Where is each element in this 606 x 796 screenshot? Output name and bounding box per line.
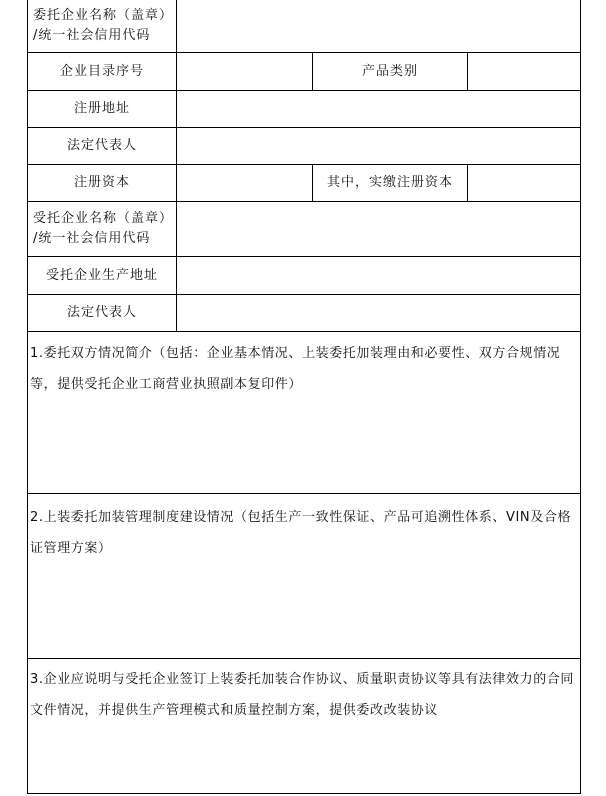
legal-representative-value[interactable]: [177, 128, 580, 164]
section-2-input-area[interactable]: [28, 568, 580, 658]
row-divider: [27, 493, 581, 494]
section-3-text: 3.企业应说明与受托企业签订上装委托加装合作协议、质量职责协议等具有法律效力的合同文件情况，并提供生产管理模式和质量控制方案，提供委改改装协议: [30, 672, 575, 718]
section-2-text: 2.上装委托加装管理制度建设情况（包括生产一致性保证、产品可追溯性体系、VIN及合格证管理方案）: [30, 510, 572, 556]
paid-in-capital-label: 其中，实缴注册资本: [326, 175, 453, 190]
catalog-number-value[interactable]: [177, 53, 312, 90]
registered-capital-label: 注册资本: [73, 175, 130, 190]
client-name-line-2: /统一社会信用代码: [33, 28, 151, 43]
catalog-number-label: 企业目录序号: [59, 63, 144, 79]
production-address-label: 受托企业生产地址: [45, 267, 158, 283]
contractor-name-label: [28, 202, 176, 256]
registered-capital-value[interactable]: [177, 165, 312, 201]
contractor-legal-representative-label: 法定代表人: [66, 305, 137, 320]
registered-address-label: 注册地址: [73, 101, 130, 116]
table-border-right: [580, 0, 581, 794]
contractor-name-line-1: 受托企业名称（盖章）: [33, 211, 174, 226]
section-1-text: 1.委托双方情况简介（包括：企业基本情况、上装委托加装理由和必要性、双方合规情况等，提供受托企业工商营业执照副本复印件）: [30, 346, 561, 392]
client-name-value[interactable]: [177, 0, 580, 52]
section-1-input-area[interactable]: [28, 405, 580, 493]
registered-address-value[interactable]: [177, 91, 580, 127]
paid-in-capital-value[interactable]: [468, 165, 580, 201]
section-3-input-area[interactable]: [28, 730, 580, 793]
contractor-legal-representative-value[interactable]: [177, 295, 580, 331]
row-divider: [27, 658, 581, 659]
product-category-label: 产品类别: [361, 63, 418, 79]
contractor-name-value[interactable]: [177, 202, 580, 256]
client-name-label: [28, 0, 176, 52]
product-category-value[interactable]: [468, 53, 580, 90]
row-divider: [27, 793, 581, 794]
client-name-line-1: 委托企业名称（盖章）: [33, 8, 174, 23]
production-address-value[interactable]: [177, 257, 580, 294]
contractor-name-line-2: /统一社会信用代码: [33, 231, 151, 246]
row-divider: [27, 331, 581, 332]
legal-representative-label: 法定代表人: [66, 138, 137, 153]
